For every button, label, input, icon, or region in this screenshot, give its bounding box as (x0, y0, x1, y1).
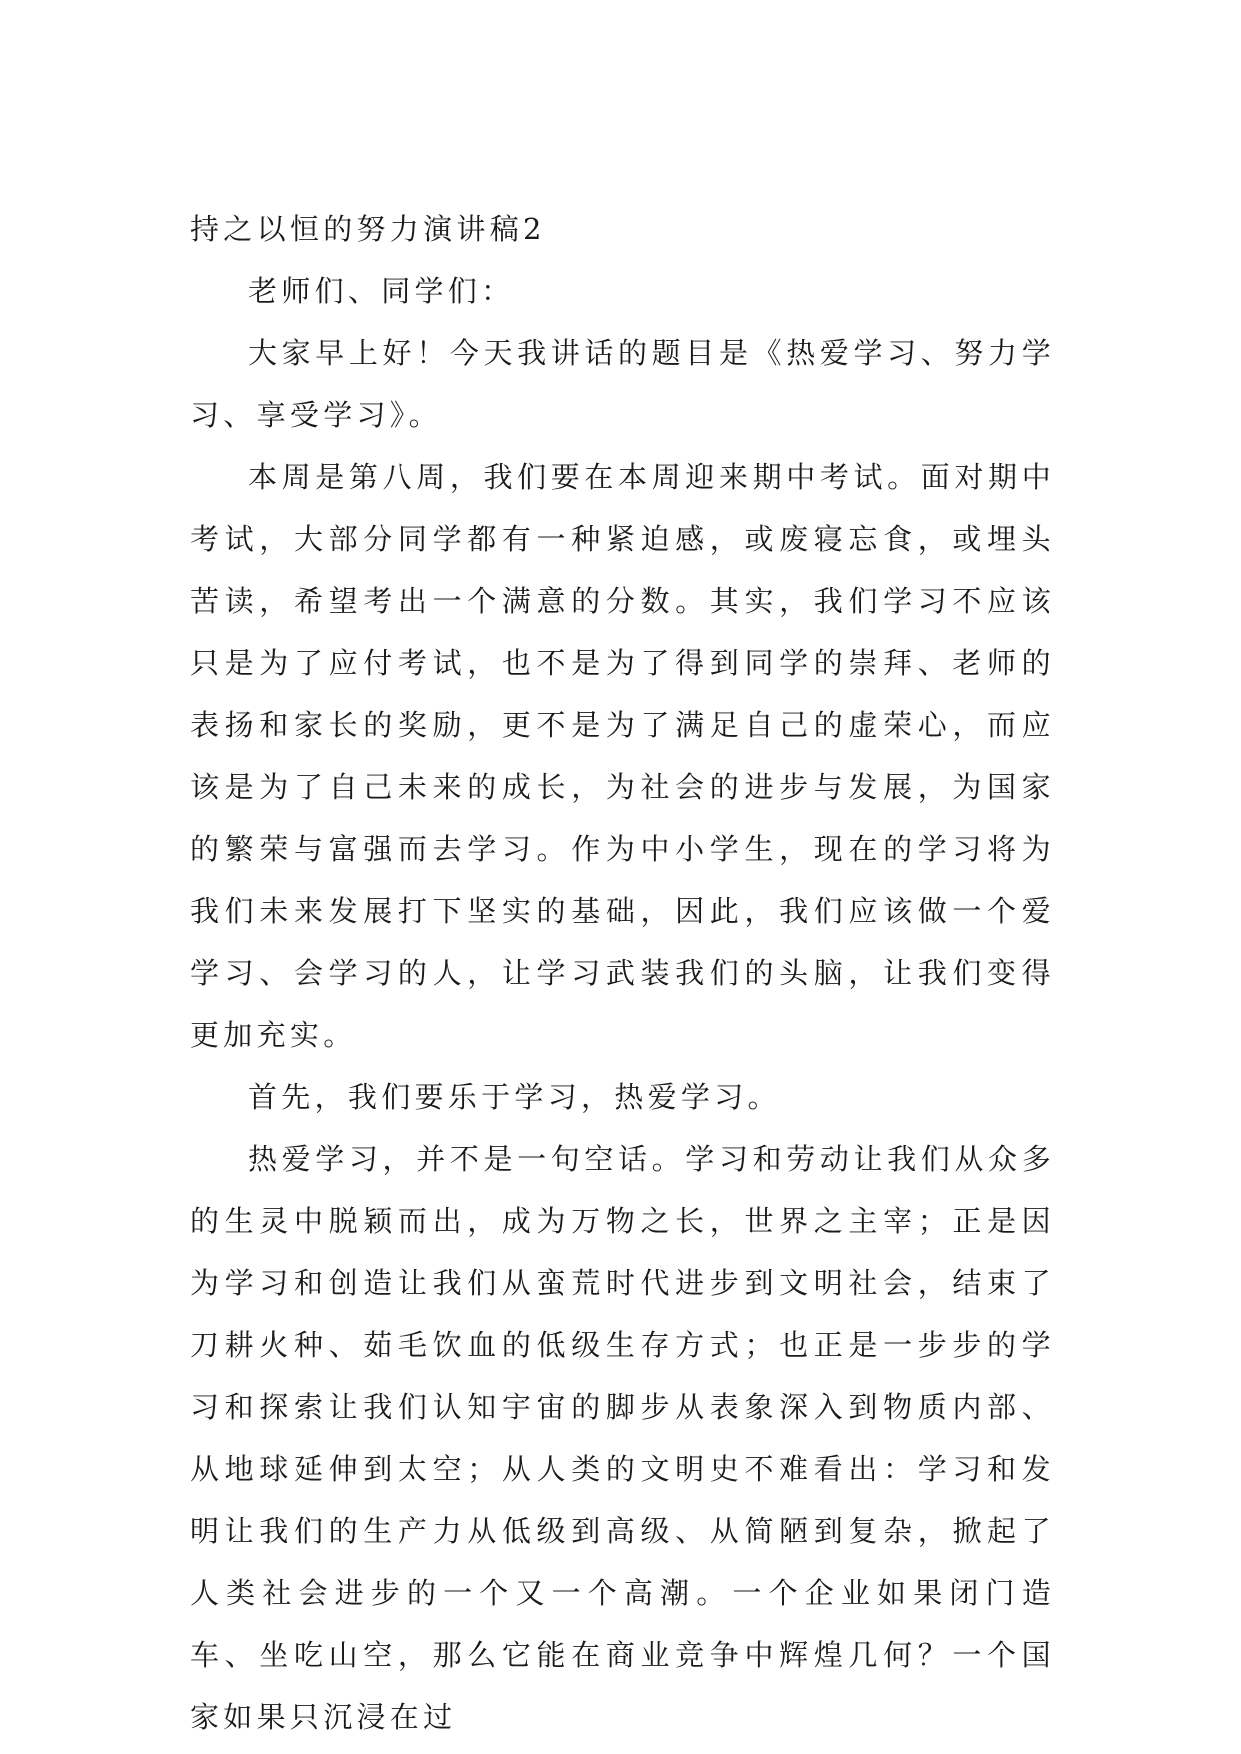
paragraph-opening: 大家早上好！今天我讲话的题目是《热爱学习、努力学习、享受学习》。 (190, 336, 1055, 432)
document-page (190, 198, 1055, 1748)
paragraph-exam: 本周是第八周，我们要在本周迎来期中考试。面对期中考试，大部分同学都有一种紧迫感，或废寝忘食，或埋头苦读，希望考出一个满意的分数。其实，我们学习不应该只是为了应付考试，也不是为了得到同学的崇拜、老师的表扬和家长的奖励，更不是为了满足自己的虚荣心，而应该是为了自己未来的成长，为社会的进步与发展，为国家的繁荣与富强而去学习。作为中小学生，现在的学习将为我们未来发展打下坚实的基础，因此，我们应该做一个爱学习、会学习的人，让学习武装我们的头脑，让我们变得更加充实。 (190, 460, 1055, 1052)
paragraph-first-point: 首先，我们要乐于学习，热爱学习。 (248, 1080, 781, 1114)
paragraph-love-learning: 热爱学习，并不是一句空话。学习和劳动让我们从众多的生灵中脱颖而出，成为万物之长，世界之主宰；正是因为学习和创造让我们从蛮荒时代进步到文明社会，结束了刀耕火种、茹毛饮血的低级生存方式；也正是一步步的学习和探索让我们认知宇宙的脚步从表象深入到物质内部、从地球延伸到太空；从人类的文明史不难看出：学习和发明让我们的生产力从低级到高级、从简陋到复杂，掀起了人类社会进步的一个又一个高潮。一个企业如果闭门造车、坐吃山空，那么它能在商业竞争中辉煌几何？一个国家如果只沉浸在过 (190, 1142, 1055, 1734)
document-title: 持之以恒的努力演讲稿2 (190, 212, 546, 246)
paragraph-greeting: 老师们、同学们： (248, 274, 515, 308)
